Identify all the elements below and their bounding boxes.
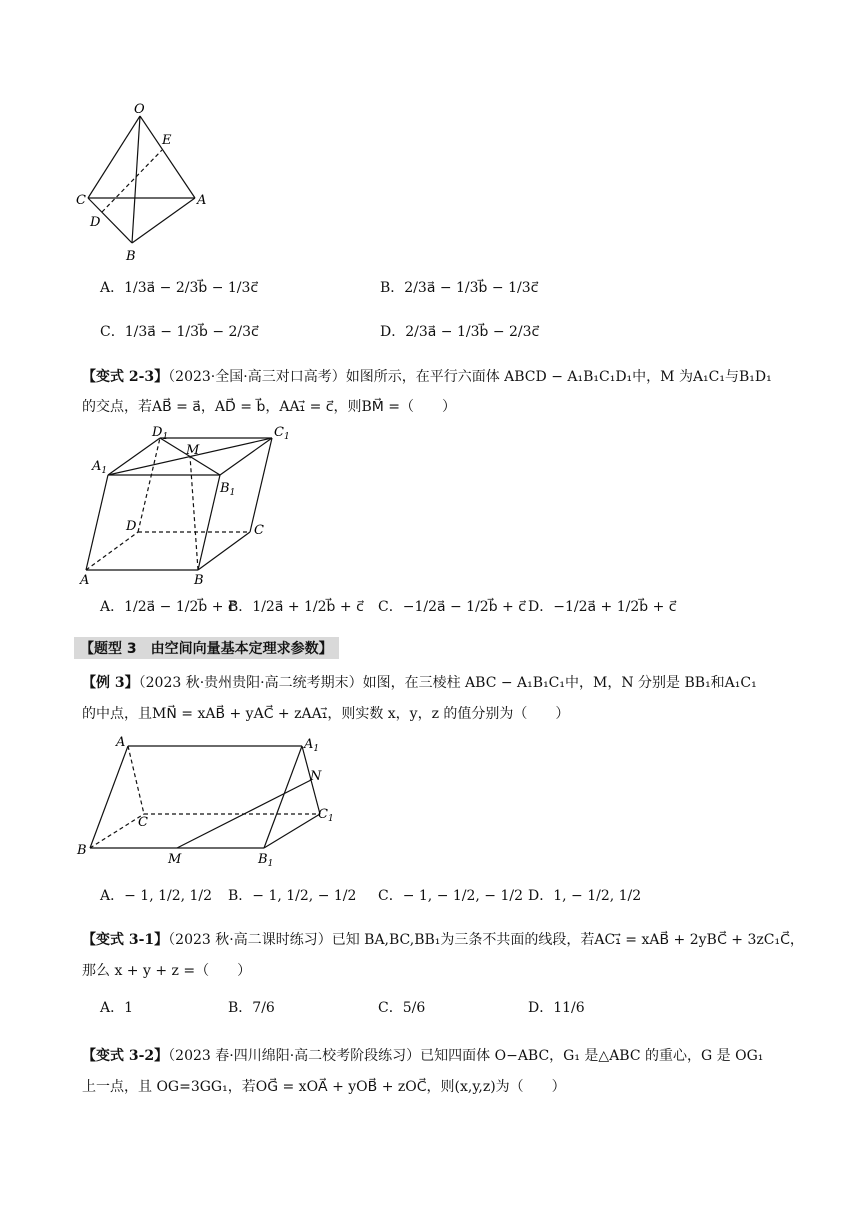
vertex-label-a1: $A_1$ xyxy=(92,459,108,476)
question-source: （2023 秋·高二课时练习） xyxy=(168,932,332,948)
option-c: C．1/3a⃗ − 1/3b⃗ − 2/3c⃗ xyxy=(100,324,259,340)
vertex-label-c: C xyxy=(76,193,86,208)
option-a: A．1/2a⃗ − 1/2b⃗ + c⃗ xyxy=(100,599,236,615)
vertex-label-a: A xyxy=(80,573,90,588)
option-a: A．− 1, 1/2, 1/2 xyxy=(100,888,213,904)
question-tag: 【变式 3-1】 xyxy=(82,932,169,948)
question-3-2-line1 xyxy=(82,1046,763,1066)
vertex-label-a1: $A_1$ xyxy=(304,737,320,754)
vertex-label-c: C xyxy=(138,815,148,830)
question-text: 已知 BA,BC,BB₁为三条不共面的线段，若AC₁⃗ = xAB⃗ + 2yBC⃗ + 3zC₁C⃗， xyxy=(331,932,804,948)
option-d: D．1, − 1/2, 1/2 xyxy=(528,888,642,904)
parallelepiped-figure xyxy=(78,420,298,590)
question-3-1-line1 xyxy=(82,930,804,950)
option-b: B．1/2a⃗ + 1/2b⃗ + c⃗ xyxy=(228,599,364,615)
vertex-label-c1: $C_1$ xyxy=(274,425,290,442)
vertex-label-d1: $D_1$ xyxy=(152,425,169,442)
vertex-label-n: N xyxy=(310,769,322,784)
vertex-label-d: D xyxy=(90,215,101,230)
vertex-label-c: C xyxy=(254,523,264,538)
question-source: （2023 春·四川绵阳·高二校考阶段练习） xyxy=(168,1048,421,1064)
question-text: 如图所示，在平行六面体 ABCD − A₁B₁C₁D₁中，M 为A₁C₁与B₁D₁ xyxy=(345,369,772,385)
option-a: A．1 xyxy=(100,1000,134,1016)
vertex-label-b: B xyxy=(194,573,204,588)
question-2-3-line1 xyxy=(82,367,772,387)
question-2-3-line2: 的交点，若AB⃗ = a⃗，AD⃗ = b⃗，AA₁⃗ = c⃗，则BM⃗ =（ ） xyxy=(82,399,457,415)
option-b: B．− 1, 1/2, − 1/2 xyxy=(228,888,357,904)
question-tag: 【变式 2-3】 xyxy=(82,369,169,385)
vertex-label-a: A xyxy=(116,735,126,750)
question-tag: 【例 3】 xyxy=(82,675,139,691)
option-c: C．5/6 xyxy=(378,1000,426,1016)
vertex-label-b1: $B_1$ xyxy=(258,852,274,869)
option-d: D．−1/2a⃗ + 1/2b⃗ + c⃗ xyxy=(528,599,677,615)
section-heading: 【题型 3 由空间向量基本定理求参数】 xyxy=(74,637,339,659)
question-source: （2023·全国·高三对口高考） xyxy=(168,369,346,385)
option-d: D．11/6 xyxy=(528,1000,585,1016)
vertex-label-o: O xyxy=(134,102,145,117)
question-text: 如图，在三棱柱 ABC − A₁B₁C₁中，M，N 分别是 BB₁和A₁C₁ xyxy=(362,675,757,691)
question-3-1-line2: 那么 x + y + z =（ ） xyxy=(82,963,252,979)
question-3-2-line2: 上一点，且 OG=3GG₁，若OG⃗ = xOA⃗ + yOB⃗ + zOC⃗，则(x,y,z)为（ ） xyxy=(82,1079,566,1095)
option-c: C．− 1, − 1/2, − 1/2 xyxy=(378,888,524,904)
vertex-label-b: B xyxy=(77,843,87,858)
option-b: B．2/3a⃗ − 1/3b⃗ − 1/3c⃗ xyxy=(380,280,539,296)
vertex-label-c1: $C_1$ xyxy=(318,807,334,824)
vertex-label-m: M xyxy=(168,852,182,867)
vertex-label-b: B xyxy=(126,249,136,264)
example-3-line2: 的中点，且MN⃗ = xAB⃗ + yAC⃗ + zAA₁⃗，则实数 x，y，z 的值分别为（ ） xyxy=(82,706,570,722)
option-c: C．−1/2a⃗ − 1/2b⃗ + c⃗ xyxy=(378,599,526,615)
tetrahedron-figure xyxy=(70,98,220,268)
vertex-label-d: D xyxy=(126,519,137,534)
vertex-label-e: E xyxy=(162,133,172,148)
question-text: 已知四面体 O−ABC，G₁ 是△ABC 的重心，G 是 OG₁ xyxy=(420,1048,764,1064)
option-d: D．2/3a⃗ − 1/3b⃗ − 2/3c⃗ xyxy=(380,324,540,340)
vertex-label-a: A xyxy=(197,193,207,208)
example-3-line1 xyxy=(82,673,757,693)
question-tag: 【变式 3-2】 xyxy=(82,1048,169,1064)
vertex-label-b1: $B_1$ xyxy=(220,481,236,498)
option-a: A．1/3a⃗ − 2/3b⃗ − 1/3c⃗ xyxy=(100,280,259,296)
question-source: （2023 秋·贵州贵阳·高二统考期末） xyxy=(138,675,363,691)
prism-figure xyxy=(74,732,344,872)
vertex-label-m: M xyxy=(186,443,200,458)
option-b: B．7/6 xyxy=(228,1000,275,1016)
